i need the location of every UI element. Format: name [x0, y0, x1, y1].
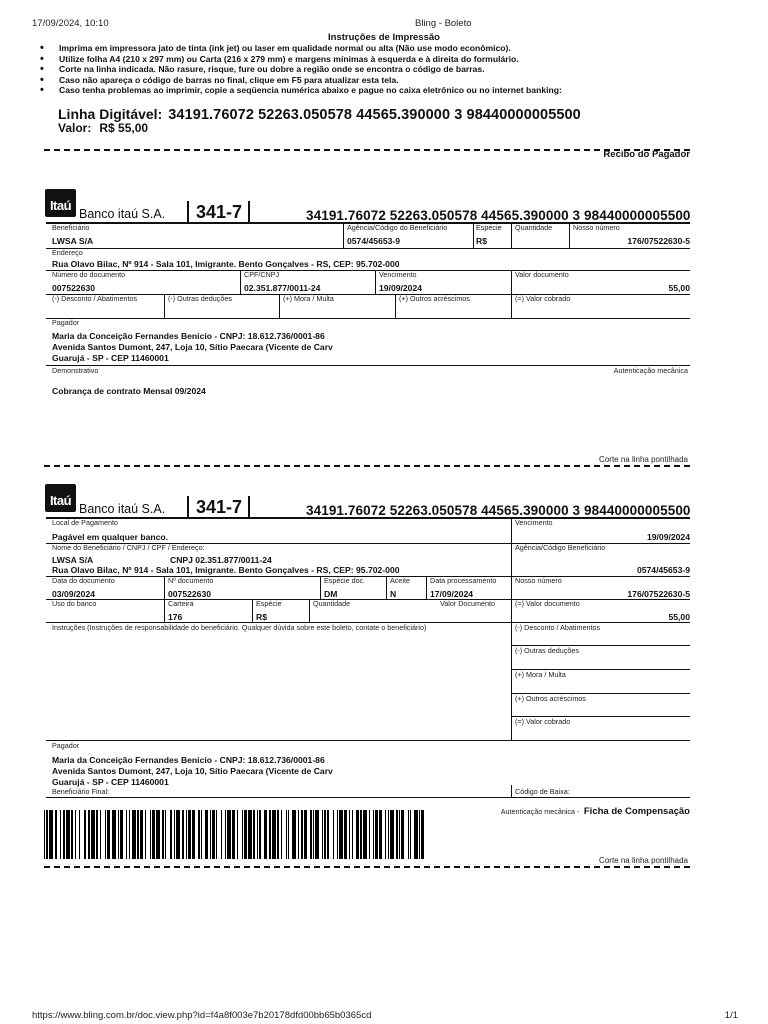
field-label: Nº documento: [168, 576, 214, 585]
cell-divider: [395, 294, 396, 318]
pagador-line-1: Maria da Conceição Fernandes Benicio - CNPJ: 18.612.736/0001-86: [52, 331, 325, 341]
field-label: Pagador: [52, 318, 80, 327]
barcode-bar: [264, 810, 267, 859]
cell-divider: [240, 270, 241, 294]
barcode-bar: [248, 810, 252, 859]
bank-linha-digitavel[interactable]: 34191.76072 52263.050578 44565.390000 3 98440000005500: [306, 208, 691, 223]
cell-divider: [426, 576, 427, 599]
cut-line: [44, 465, 690, 467]
cell-divider: [320, 576, 321, 599]
field-label: Data processamento: [430, 576, 497, 585]
barcode: [44, 810, 428, 859]
field-label: (=) Valor cobrado: [515, 717, 571, 726]
field-label: (+) Outros acréscimos: [399, 294, 470, 303]
data-documento-value: 03/09/2024: [52, 589, 96, 599]
field-label: Quantidade: [313, 599, 351, 608]
field-label: Vencimento: [515, 518, 553, 527]
barcode-bar: [337, 810, 338, 859]
barcode-bar: [188, 810, 191, 859]
barcode-bar: [292, 810, 296, 859]
nosso-numero-value: 176/07522630-5: [627, 236, 690, 246]
cut-line: [44, 149, 690, 151]
cell-divider: [375, 270, 376, 294]
barcode-bar: [288, 810, 289, 859]
field-label: Quantidade: [515, 223, 553, 232]
barcode-bar: [369, 810, 370, 859]
pagador-line-2: Avenida Santos Dumont, 247, Loja 10, Sítio Paecara (Vicente de Carv: [52, 342, 333, 352]
barcode-bar: [212, 810, 215, 859]
barcode-bar: [84, 810, 87, 859]
barcode-bar: [126, 810, 127, 859]
barcode-bar: [192, 810, 195, 859]
barcode-bar: [46, 810, 47, 859]
barcode-bar: [105, 810, 106, 859]
aceite-value: N: [390, 589, 397, 599]
bank-code-separator: [187, 496, 189, 518]
endereco-value: Rua Olavo Bilac, Nº 914 - Sala 101, Imigrante. Bento Gonçalves - RS, CEP: 95.702-000: [52, 259, 400, 269]
barcode-bar: [162, 810, 163, 859]
barcode-bar: [44, 810, 45, 859]
field-label: Agência/Código Beneficiário: [515, 543, 606, 552]
barcode-bar: [253, 810, 254, 859]
barcode-bar: [281, 810, 282, 859]
barcode-bar: [390, 810, 394, 859]
numero-documento-value: 007522630: [168, 589, 212, 599]
field-label: Nosso número: [573, 223, 620, 232]
barcode-bar: [313, 810, 314, 859]
numero-documento-value: 007522630: [52, 283, 96, 293]
bank-code: 341-7: [196, 497, 243, 517]
cell-divider: [386, 576, 387, 599]
cut-line: [44, 866, 690, 868]
field-label: CPF/CNPJ: [244, 270, 280, 279]
barcode-bar: [170, 810, 173, 859]
barcode-bar: [322, 810, 323, 859]
corte-label: Corte na linha pontilhada: [599, 455, 688, 464]
pagador-line-2: Avenida Santos Dumont, 247, Loja 10, Sítio Paecara (Vicente de Carv: [52, 766, 333, 776]
beneficiario-endereco: Rua Olavo Bilac, Nº 914 - Sala 101, Imigrante. Bento Gonçalves - RS, CEP: 95.702-000: [52, 565, 400, 575]
cell-divider: [343, 223, 344, 248]
recibo-pagador-label: Recibo do Pagador: [603, 149, 690, 160]
field-label: (=) Valor documento: [515, 599, 580, 608]
print-url: https://www.bling.com.br/doc.view.php?id=f4a8f003e7b20178dfd00bb65b0365cd: [32, 1010, 372, 1021]
field-label: (-) Outras deduções: [515, 646, 579, 655]
field-label: Espécie: [476, 223, 502, 232]
field-label: (-) Desconto / Abatimentos: [52, 294, 138, 303]
print-page-title: Bling - Boleto: [415, 18, 472, 29]
barcode-bar: [112, 810, 116, 859]
autenticacao-label: Autenticação mecânica -: [500, 807, 580, 816]
barcode-bar: [396, 810, 397, 859]
barcode-bar: [132, 810, 136, 859]
row-rule: [46, 599, 690, 600]
barcode-bar: [165, 810, 166, 859]
field-label: Endereço: [52, 248, 83, 257]
field-label: Espécie doc.: [324, 576, 366, 585]
barcode-bar: [66, 810, 70, 859]
ficha-compensacao-label: Ficha de Compensação: [583, 806, 690, 817]
field-label: Nosso número: [515, 576, 562, 585]
instruction-item: • Caso tenha problemas ao imprimir, copie a seqüencia numérica abaixo e pague no caixa eletrônico ou no internet banking:: [40, 85, 740, 96]
field-label: (-) Outras deduções: [168, 294, 232, 303]
barcode-bar: [118, 810, 119, 859]
barcode-bar: [298, 810, 299, 859]
field-label: Data do documento: [52, 576, 115, 585]
field-label: (+) Mora / Multa: [515, 670, 566, 679]
especie-doc-value: DM: [324, 589, 338, 599]
cell-divider: [164, 294, 165, 318]
itau-logo: Itaú: [45, 484, 76, 512]
barcode-bar: [339, 810, 343, 859]
column-divider: [511, 518, 512, 740]
instructions-title: Instruções de Impressão: [328, 32, 440, 43]
barcode-bar: [150, 810, 151, 859]
field-label: Espécie: [256, 599, 282, 608]
barcode-bar: [356, 810, 359, 859]
valor-value: R$ 55,00: [99, 121, 149, 135]
barcode-bar: [96, 810, 97, 859]
corte-label: Corte na linha pontilhada: [599, 856, 688, 865]
autenticacao-label: Autenticação mecânica: [613, 366, 688, 375]
instruction-item: • Imprima em impressora jato de tinta (ink jet) ou laser em qualidade normal ou alta (Não use modo econômico).: [40, 43, 740, 54]
barcode-bar: [174, 810, 175, 859]
cell-divider: [279, 294, 280, 318]
instrucoes-label: Instruções (Instruções de responsabilidade do beneficiário. Qualquer dúvida sobre este boleto, contate o beneficiário): [52, 623, 427, 632]
valor-label: Valor:: [58, 121, 92, 135]
barcode-bar: [286, 810, 287, 859]
print-datetime: 17/09/2024, 10:10: [32, 18, 109, 29]
barcode-bar: [327, 810, 330, 859]
row-rule: [46, 797, 690, 798]
barcode-bar: [401, 810, 404, 859]
linha-digitavel-label: Linha Digitável:: [58, 106, 163, 122]
barcode-bar: [232, 810, 235, 859]
cell-divider: [309, 599, 310, 622]
barcode-bar: [272, 810, 276, 859]
bank-code: 341-7: [196, 202, 243, 222]
row-rule: [46, 740, 690, 741]
row-rule: [46, 318, 690, 319]
row-rule: [46, 248, 690, 249]
instruction-item: • Caso não apareça o código de barras no final, clique em F5 para atualizar esta tela.: [40, 75, 740, 86]
bank-name: Banco itaú S.A.: [79, 207, 166, 221]
field-label: Aceite: [390, 576, 410, 585]
barcode-bar: [88, 810, 91, 859]
cell-divider: [511, 785, 512, 797]
barcode-bar: [344, 810, 347, 859]
barcode-bar: [137, 810, 138, 859]
pagador-line-3: Guarujá - SP - CEP 11460001: [52, 353, 169, 363]
barcode-bar: [120, 810, 123, 859]
field-label: (+) Outros acréscimos: [515, 694, 586, 703]
agencia-codigo-value: 0574/45653-9: [636, 565, 690, 575]
barcode-bar: [100, 810, 101, 859]
beneficiario-nome: LWSA S/A: [52, 555, 94, 565]
field-label: (+) Mora / Multa: [283, 294, 334, 303]
barcode-bar: [257, 810, 258, 859]
barcode-bar: [210, 810, 211, 859]
barcode-bar: [410, 810, 411, 859]
instructions-list: [40, 43, 740, 96]
field-label: (=) Valor cobrado: [515, 294, 571, 303]
field-label: (-) Desconto / Abatimentos: [515, 623, 601, 632]
barcode-bar: [75, 810, 76, 859]
field-label: Beneficiário Final:: [52, 787, 110, 796]
barcode-bar: [419, 810, 420, 859]
field-label: Beneficiário: [52, 223, 90, 232]
beneficiario-value: LWSA S/A: [52, 236, 94, 246]
field-label: Demonstrativo: [52, 366, 99, 375]
field-label: Pagador: [52, 741, 80, 750]
field-label: Nome do Beneficiário / CNPJ / CPF / Endereço:: [52, 543, 205, 552]
barcode-bar: [304, 810, 307, 859]
barcode-bar: [360, 810, 361, 859]
barcode-bar: [156, 810, 160, 859]
barcode-bar: [91, 810, 95, 859]
barcode-bar: [129, 810, 130, 859]
bank-name: Banco itaú S.A.: [79, 502, 166, 516]
ficha-label-row: [501, 801, 690, 819]
barcode-bar: [333, 810, 334, 859]
barcode-bar: [140, 810, 143, 859]
barcode-bar: [352, 810, 353, 859]
row-rule: [46, 270, 690, 271]
row-rule: [46, 576, 690, 577]
field-label: Carteira: [168, 599, 194, 608]
field-label: Uso do banco: [52, 599, 97, 608]
valor-documento-value: 55,00: [668, 283, 690, 293]
data-processamento-value: 17/09/2024: [430, 589, 474, 599]
barcode-bar: [373, 810, 374, 859]
especie-value: R$: [476, 236, 487, 246]
barcode-bar: [49, 810, 53, 859]
pagador-line-1: Maria da Conceição Fernandes Benicio - CNPJ: 18.612.736/0001-86: [52, 755, 325, 765]
cell-divider: [473, 223, 474, 248]
barcode-bar: [408, 810, 409, 859]
barcode-bar: [216, 810, 217, 859]
field-label: Valor documento: [515, 270, 569, 279]
barcode-bar: [414, 810, 418, 859]
barcode-bar: [269, 810, 270, 859]
section-rule: [46, 517, 690, 519]
cell-divider: [252, 599, 253, 622]
bank-linha-digitavel[interactable]: 34191.76072 52263.050578 44565.390000 3 98440000005500: [306, 503, 691, 518]
barcode-bar: [363, 810, 367, 859]
barcode-bar: [201, 810, 202, 859]
field-label: Vencimento: [379, 270, 417, 279]
pagador-line-3: Guarujá - SP - CEP 11460001: [52, 777, 169, 787]
agencia-codigo-value: 0574/45653-9: [347, 236, 401, 246]
barcode-bar: [152, 810, 155, 859]
barcode-bar: [375, 810, 378, 859]
barcode-bar: [310, 810, 311, 859]
barcode-bar: [399, 810, 400, 859]
barcode-bar: [259, 810, 260, 859]
barcode-bar: [225, 810, 226, 859]
barcode-bar: [205, 810, 209, 859]
instruction-item: • Corte na linha indicada. Não rasure, risque, fure ou dobre a região onde se encontra o código de barras.: [40, 64, 740, 75]
barcode-bar: [221, 810, 222, 859]
barcode-bar: [301, 810, 304, 859]
barcode-bar: [55, 810, 56, 859]
nosso-numero-value: 176/07522630-5: [627, 589, 690, 599]
barcode-bar: [244, 810, 247, 859]
barcode-bar: [385, 810, 386, 859]
bank-code-separator: [248, 496, 250, 518]
barcode-bar: [315, 810, 319, 859]
field-label: Agência/Código do Beneficiário: [347, 223, 448, 232]
barcode-bar: [182, 810, 183, 859]
valor-documento-value: 55,00: [668, 612, 690, 622]
cell-divider: [569, 223, 570, 248]
local-pagamento-value: Pagável em qualquer banco.: [52, 532, 169, 542]
barcode-bar: [324, 810, 325, 859]
barcode-bar: [71, 810, 72, 859]
print-page-count: 1/1: [724, 1010, 738, 1021]
barcode-bar: [176, 810, 180, 859]
row-rule: [46, 365, 690, 366]
cpf-cnpj-value: 02.351.877/0011-24: [244, 283, 321, 293]
row-rule: [46, 294, 690, 295]
vencimento-value: 19/09/2024: [646, 532, 690, 542]
barcode-bar: [379, 810, 382, 859]
itau-logo: Itaú: [45, 189, 76, 217]
field-label: Valor Documento: [440, 599, 495, 608]
beneficiario-cnpj: CNPJ 02.351.877/0011-24: [170, 555, 272, 565]
barcode-bar: [107, 810, 110, 859]
barcode-bar: [60, 810, 61, 859]
vencimento-value: 19/09/2024: [379, 283, 423, 293]
barcode-bar: [63, 810, 66, 859]
barcode-bar: [198, 810, 199, 859]
valor-row: [58, 121, 148, 135]
barcode-bar: [227, 810, 231, 859]
demonstrativo-value: Cobrança de contrato Mensal 09/2024: [52, 386, 206, 396]
cell-divider: [511, 223, 512, 248]
bank-code-separator: [248, 201, 250, 223]
field-label: Número do documento: [52, 270, 126, 279]
barcode-bar: [242, 810, 243, 859]
barcode-bar: [145, 810, 146, 859]
linha-digitavel-value[interactable]: 34191.76072 52263.050578 44565.390000 3 98440000005500: [168, 107, 581, 123]
especie-value: R$: [256, 612, 267, 622]
carteira-value: 176: [168, 612, 183, 622]
barcode-bar: [186, 810, 187, 859]
field-label: Local de Pagamento: [52, 518, 118, 527]
bank-code-separator: [187, 201, 189, 223]
barcode-bar: [421, 810, 424, 859]
field-label: Código de Baixa:: [515, 787, 570, 796]
barcode-bar: [277, 810, 280, 859]
barcode-bar: [388, 810, 389, 859]
barcode-bar: [79, 810, 80, 859]
barcode-bar: [349, 810, 350, 859]
barcode-bar: [237, 810, 238, 859]
instruction-item: • Utilize folha A4 (210 x 297 mm) ou Carta (216 x 279 mm) e margens mínimas à esquerda e à direita do formulário.: [40, 54, 740, 65]
